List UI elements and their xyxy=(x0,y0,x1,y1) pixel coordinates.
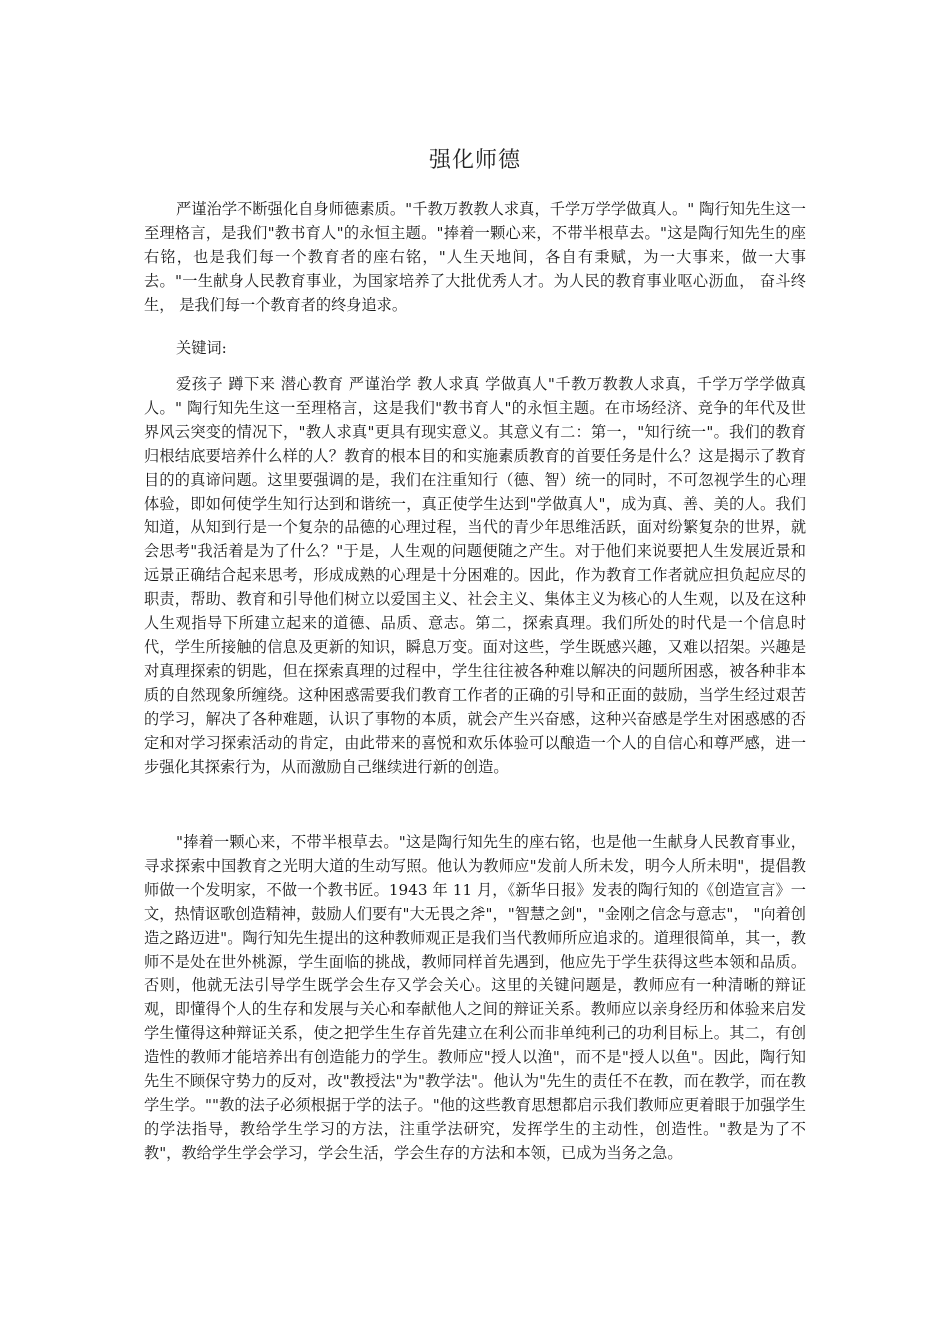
body-paragraph-2: "捧着一颗心来，不带半根草去。"这是陶行知先生的座右铭，也是他一生献身人民教育事业，寻求探索中国教育之光明大道的生动写照。他认为教师应"发前人所未发，明今人所未明"，提倡教师做一个发明家，不做一个教书匠。1943 年 11 月，《新华日报》发表的陶行知的《创造宣言》一文，热情讴歌创造精神，鼓励人们要有"大无畏之斧"，"智慧之剑"，"金刚之信念与意志"， "向着创造之路迈进"。陶行知先生提出的这种教师观正是我们当代教师所应追求的。道理很简单，其一，教师不是处在世外桃源，学生面临的挑战，教师同样首先遇到，他应先于学生获得这些本领和品质。否则，他就无法引导学生既学会生存又学会关心。这里的关键问题是，教师应有一种清晰的辩证观，即懂得个人的生存和发展与关心和奉献他人之间的辩证关系。教师应以亲身经历和体验来启发学生懂得这种辩证关系，使之把学生生存首先建立在利公而非单纯利己的功利目标上。其二，有创造性的教师才能培养出有创造能力的学生。教师应"授人以渔"，而不是"授人以鱼"。因此，陶行知先生不顾保守势力的反对，改"教授法"为"教学法"。他认为"先生的责任不在教，而在教学，而在教学生学。""教的法子必须根据于学的法子。"他的这些教育思想都启示我们教师应更着眼于加强学生的学法指导，教给学生学习的方法，注重学法研究，发挥学生的主动性，创造性。"教是为了不教"，教给学生学会学习，学会生活，学会生存的方法和本领，已成为当务之急。 xyxy=(144,833,806,1162)
body-paragraph-1: 爱孩子 蹲下来 潜心教育 严谨治学 教人求真 学做真人"千教万教教人求真，千学万学学做真人。" 陶行知先生这一至理格言，这是我们"教书育人"的永恒主题。在市场经济、竞争的年代及世界风云突变的情况下，"教人求真"更具有现实意义。其意义有二：第一，"知行统一"。我们的教育归根结底要培养什么样的人？教育的根本目的和实施素质教育的首要任务是什么？这是揭示了教育目的的真谛问题。这里要强调的是，我们在注重知行（德、智）统一的同时，不可忽视学生的心理体验，即如何使学生知行达到和谐统一，真正使学生达到"学做真人"，成为真、善、美的人。我们知道，从知到行是一个复杂的品德的心理过程，当代的青少年思维活跃，面对纷繁复杂的世界，就会思考"我活着是为了什么？"于是，人生观的问题便随之产生。对于他们来说要把人生发展近景和远景正确结合起来思考，形成成熟的心理是十分困难的。因此，作为教育工作者就应担负起应尽的职责，帮助、教育和引导他们树立以爱国主义、社会主义、集体主义为核心的人生观，以及在这种人生观指导下所建立起来的道德、品质、意志。第二，探索真理。我们所处的时代是一个信息时代，学生所接触的信息及更新的知识，瞬息万变。面对这些，学生既感兴趣，又难以招架。兴趣是对真理探索的钥匙，但在探索真理的过程中，学生往往被各种难以解决的问题所困惑，被各种非本质的自然现象所缠绕。这种困惑需要我们教育工作者的正确的引导和正面的鼓励，当学生经过艰苦的学习，解决了各种难题，认识了事物的本质，就会产生兴奋感，这种兴奋感是学生对困惑感的否定和对学习探索活动的肯定，由此带来的喜悦和欢乐体验可以酿造一个人的自信心和尊严感，进一步强化其探索行为，从而激励自己继续进行新的创造。 xyxy=(144,375,806,776)
document-title: 强化师德 xyxy=(428,148,521,173)
keywords-label: 关键词: xyxy=(176,339,227,357)
intro-paragraph: 严谨治学不断强化自身师德素质。"千教万教教人求真，千学万学学做真人。" 陶行知先生这一至理格言，是我们"教书育人"的永恒主题。"捧着一颗心来，不带半根草去。"这是陶行知先生的座右铭，也是我们每一个教育者的座右铭，"人生天地间，各自有秉赋，为一大事来，做一大事去。"一生献身人民教育事业，为国家培养了大批优秀人才。为人民的教育事业呕心沥血， 奋斗终生， 是我们每一个教育者的终身追求。 xyxy=(144,200,806,314)
